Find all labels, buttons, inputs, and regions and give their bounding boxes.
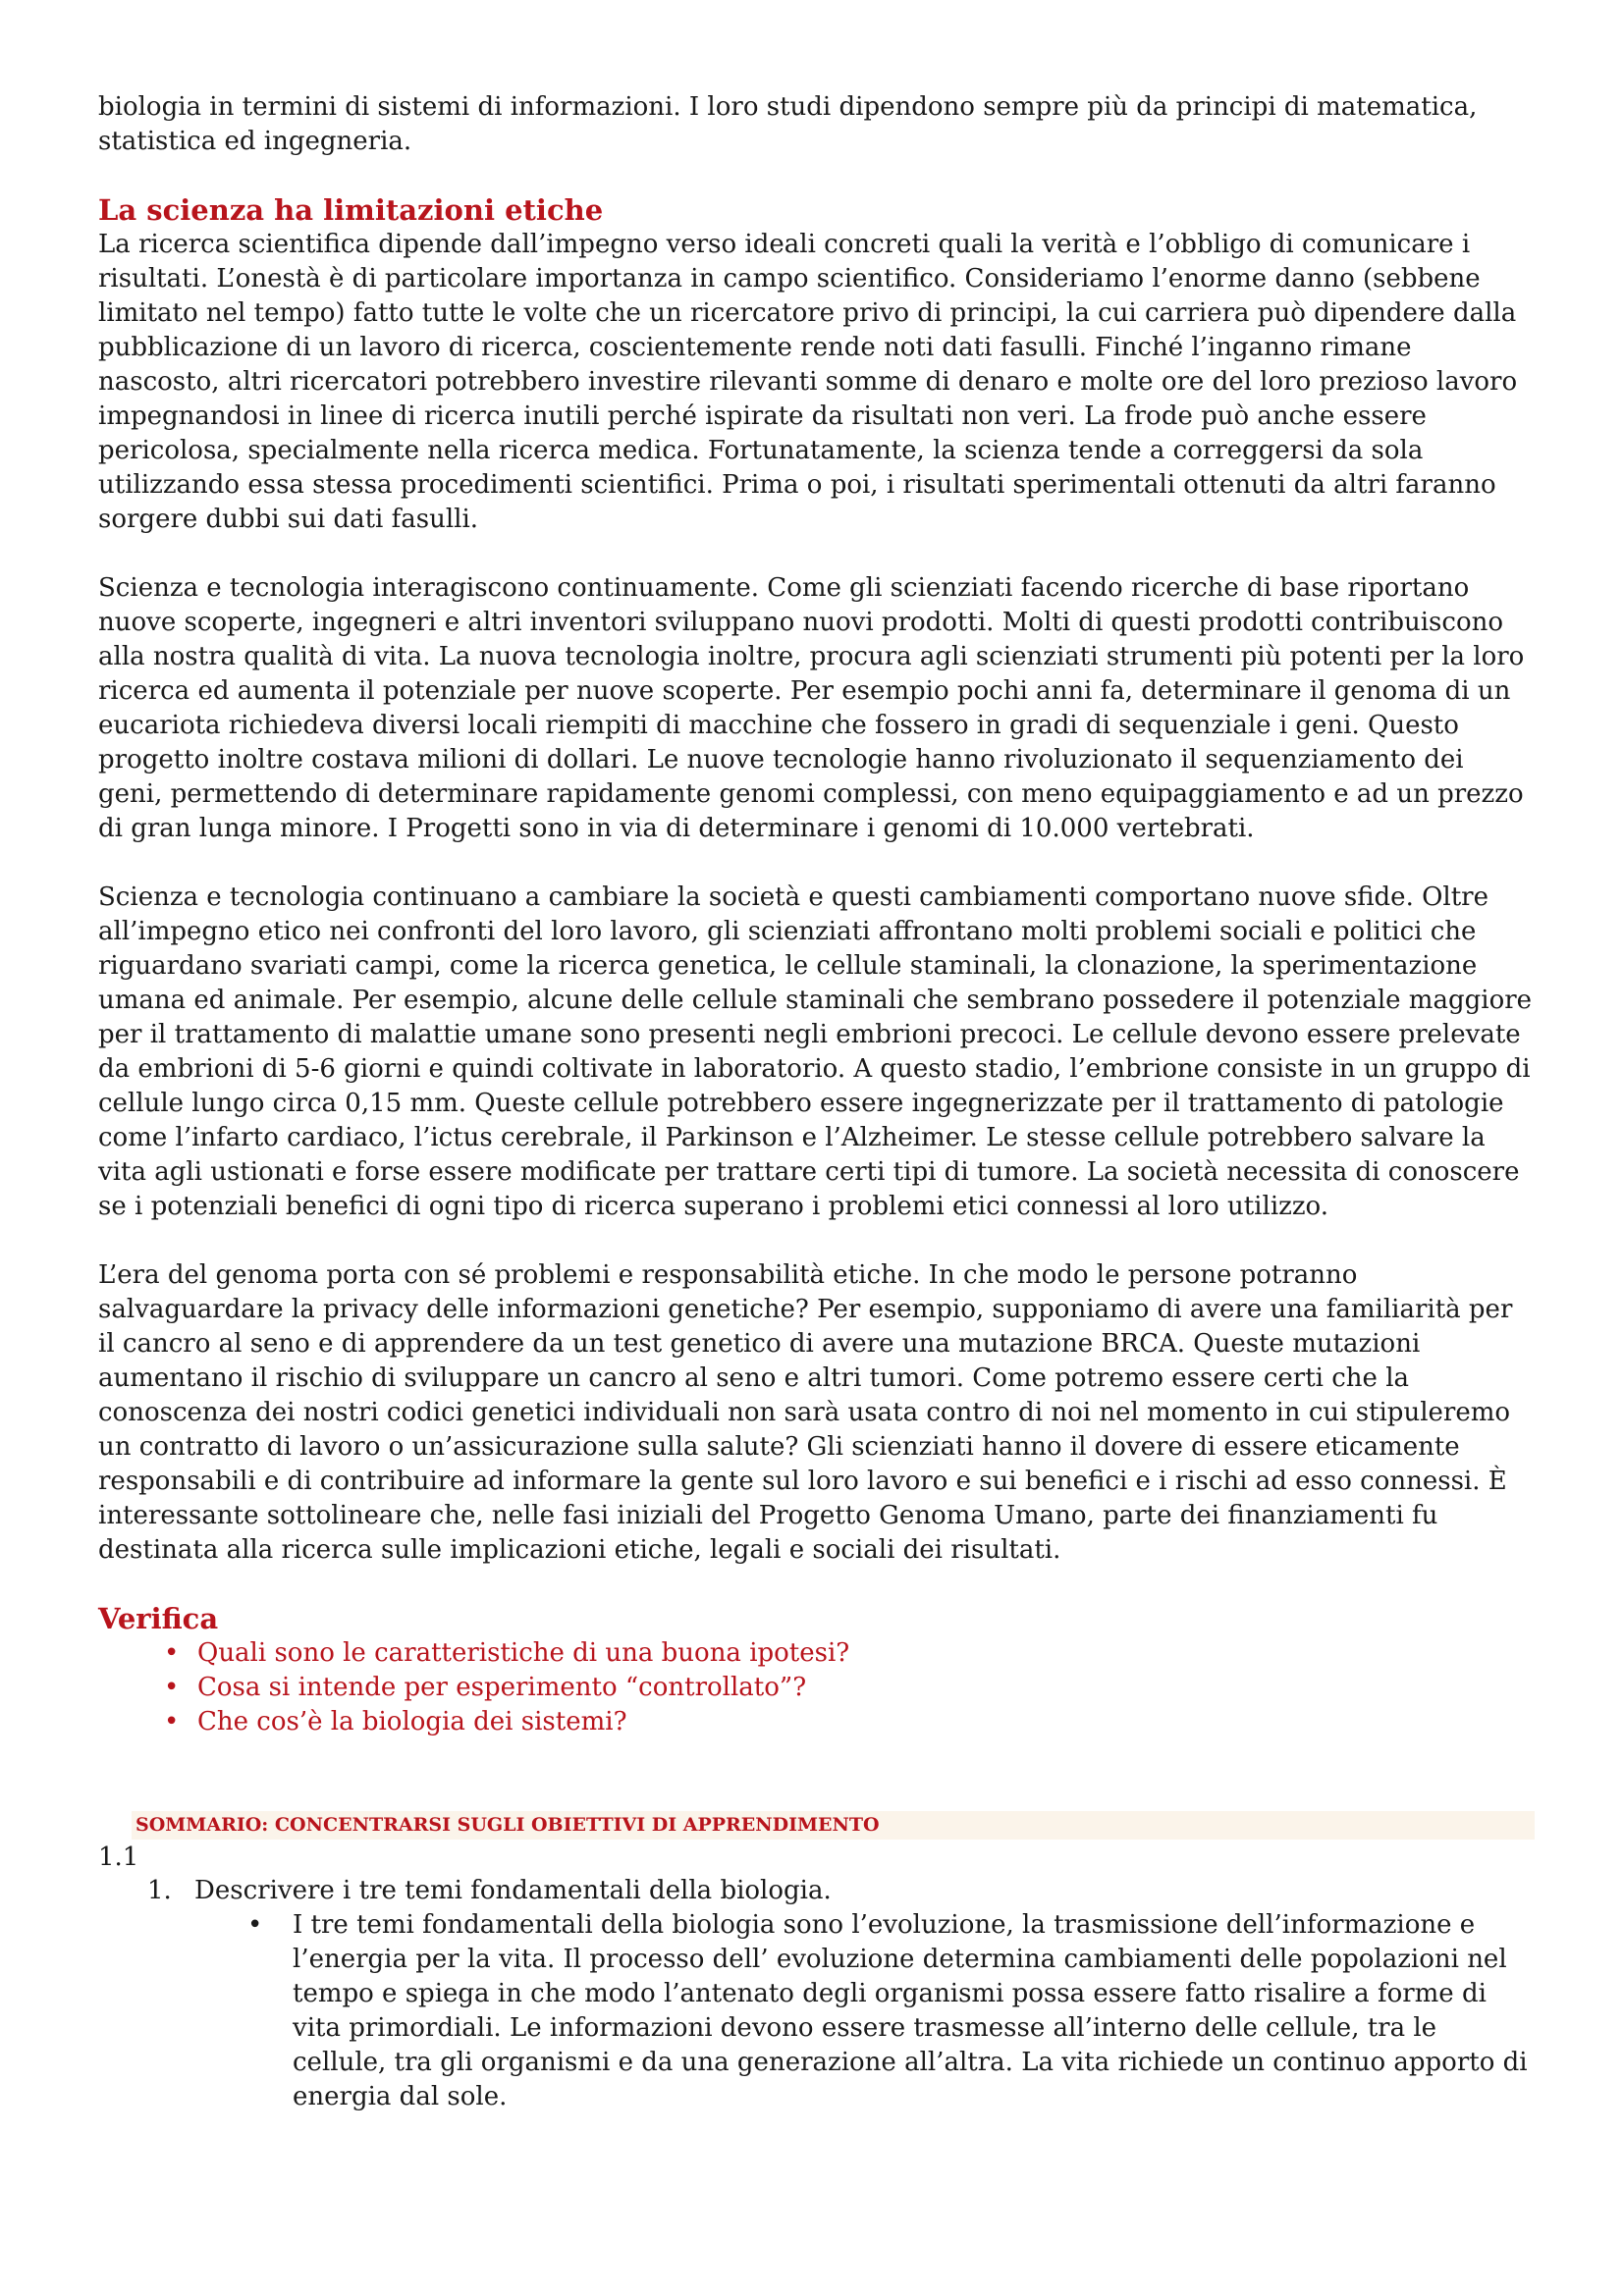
objective-answer-text: I tre temi fondamentali della biologia sono l’evoluzione, la trasmissione dell’informazione e l’energia per la vita. Il processo dell’ evoluzione determina cambiamenti delle popolazioni nel tempo e spiega in che modo l’antenato degli organismi possa essere fatto risalire a forme di vita primordiali. Le informazioni devono essere trasmesse all’interno delle cellule, tra le cellule, tra gli organismi e da una generazione all’altra. La vita richiede un continuo apporto di energia dal sole. — [293, 1910, 1528, 2111]
verifica-list — [98, 1636, 1535, 1739]
objective-number: 1. — [147, 1876, 172, 1905]
ethics-heading: La scienza ha limitazioni etiche — [98, 193, 604, 227]
verifica-item-text: Che cos’è la biologia dei sistemi? — [197, 1707, 627, 1736]
bullet-icon: • — [164, 1673, 180, 1702]
verifica-item-text: Cosa si intende per esperimento “controllato”? — [197, 1673, 807, 1702]
intro-paragraph: biologia in termini di sistemi di informazioni. I loro studi dipendono sempre più da principi di matematica, statistica ed ingegneria. — [98, 92, 1478, 156]
objective-answer — [247, 1908, 1535, 2114]
objective-text: Descrivere i tre temi fondamentali della biologia. — [194, 1876, 832, 1905]
bullet-icon: • — [164, 1638, 180, 1668]
paragraph-ethics: La ricerca scientifica dipende dall’impegno verso ideali concreti quali la verità e l’obbligo di comunicare i risultati. L’onestà è di particolare importanza in campo scientifico. Consideriamo l’enorme danno (sebbene limitato nel tempo) fatto tutte le volte che un ricercatore privo di principi, la cui carriera può dipendere dalla pubblicazione di un lavoro di ricerca, coscientemente rende noti dati fasulli. Finché l’inganno rimane nascosto, altri ricercatori potrebbero investire rilevanti somme di denaro e molte ore del loro prezioso lavoro impegnandosi in linee di ricerca inutili perché ispirate da risultati non veri. La frode può anche essere pericolosa, specialmente nella ricerca medica. Fortunatamente, la scienza tende a correggersi da sola utilizzando essa stessa procedimenti scientifici. Prima o poi, i risultati sperimentali ottenuti da altri faranno sorgere dubbi sui dati fasulli. — [98, 230, 1518, 534]
verifica-item-text: Quali sono le caratteristiche di una buona ipotesi? — [197, 1638, 850, 1668]
summary-title: SOMMARIO: CONCENTRARSI SUGLI OBIETTIVI DI APPRENDIMENTO — [132, 1811, 1535, 1840]
verifica-item — [164, 1636, 1535, 1671]
verifica-heading: Verifica — [98, 1602, 219, 1635]
section-number: 1.1 — [98, 1842, 139, 1872]
paragraph-technology: Scienza e tecnologia interagiscono continuamente. Come gli scienziati facendo ricerche di base riportano nuove scoperte, ingegneri e altri inventori sviluppano nuovi prodotti. Molti di questi prodotti contribuiscono alla nostra qualità di vita. La nuova tecnologia inoltre, procura agli scienziati strumenti più potenti per la loro ricerca ed aumenta il potenziale per nuove scoperte. Per esempio pochi anni fa, determinare il genoma di un eucariota richiedeva diversi locali riempiti di macchine che fossero in gradi di sequenziale i geni. Questo progetto inoltre costava milioni di dollari. Le nuove tecnologie hanno rivoluzionato il sequenziamento dei geni, permettendo di determinare rapidamente genomi complessi, con meno equipaggiamento e ad un prezzo di gran lunga minore. I Progetti sono in via di determinare i genomi di 10.000 vertebrati. — [98, 573, 1525, 843]
verifica-item — [164, 1671, 1535, 1705]
verifica-item — [164, 1705, 1535, 1739]
paragraph-genome: L’era del genoma porta con sé problemi e responsabilità etiche. In che modo le persone potranno salvaguardare la privacy delle informazioni genetiche? Per esempio, supponiamo di avere una familiarità per il cancro al seno e di apprendere da un test genetico di avere una mutazione BRCA. Queste mutazioni aumentano il rischio di sviluppare un cancro al seno e altri tumori. Come potremo essere certi che la conoscenza dei nostri codici genetici individuali non sarà usata contro di noi nel momento in cui stipuleremo un contratto di lavoro o un’assicurazione sulla salute? Gli scienziati hanno il dovere di essere eticamente responsabili e di contribuire ad informare la gente sul loro lavoro e sui benefici e i rischi ad esso connessi. È interessante sottolineare che, nelle fasi iniziali del Progetto Genoma Umano, parte dei finanziamenti fu destinata alla ricerca sulle implicazioni etiche, legali e sociali dei risultati. — [98, 1260, 1513, 1565]
objective-answer-list — [98, 1908, 1535, 2114]
learning-objective — [98, 1874, 1535, 1908]
bullet-icon: • — [247, 1910, 263, 1940]
bullet-icon: • — [164, 1707, 180, 1736]
paragraph-society: Scienza e tecnologia continuano a cambiare la società e questi cambiamenti comportano nuove sfide. Oltre all’impegno etico nei confronti del loro lavoro, gli scienziati affrontano molti problemi sociali e politici che riguardano svariati campi, come la ricerca genetica, le cellule staminali, la clonazione, la sperimentazione umana ed animale. Per esempio, alcune delle cellule staminali che sembrano possedere il potenziale maggiore per il trattamento di malattie umane sono presenti negli embrioni precoci. Le cellule devono essere prelevate da embrioni di 5-6 giorni e quindi coltivate in laboratorio. A questo stadio, l’embrione consiste in un gruppo di cellule lungo circa 0,15 mm. Queste cellule potrebbero essere ingegnerizzate per il trattamento di patologie come l’infarto cardiaco, l’ictus cerebrale, il Parkinson e l’Alzheimer. Le stesse cellule potrebbero salvare la vita agli ustionati e forse essere modificate per trattare certi tipi di tumore. La società necessita di conoscere se i potenziali benefici di ogni tipo di ricerca superano i problemi etici connessi al loro utilizzo. — [98, 882, 1533, 1221]
